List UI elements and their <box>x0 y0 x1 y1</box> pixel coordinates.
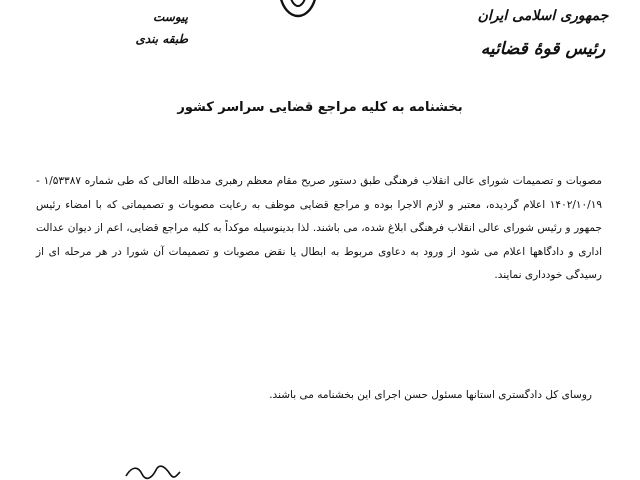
office-name: رئیس قوهٔ قضائیه <box>480 39 606 59</box>
emblem-icon <box>268 0 328 26</box>
letterhead <box>468 6 618 62</box>
letter-title: بخشنامه به کلیه مراجع قضایی سراسر کشور <box>177 100 463 115</box>
closing-paragraph: روسای کل دادگستری استانها مسئول حسن اجرای این بخشنامه می باشند. <box>269 389 592 401</box>
classification-label: طبقه بندی <box>135 32 188 46</box>
country-name: جمهوری اسلامی ایران <box>477 8 609 24</box>
signature-icon <box>122 462 182 480</box>
body-paragraph: مصوبات و تصمیمات شورای عالی انقلاب فرهنگی طبق دستور صریح مقام معظم رهبری مدظله العالی که طی شماره ۱/۵۳۳۸۷ - ۱۴۰۲/۱۰/۱۹ اعلام گردیده، معتبر و لازم الاجرا بوده و مراجع قضایی موظف به رعایت مصوبات و تصمیماتی که با امضاء رئیس جمهور و رئیس شورای عالی انقلاب فرهنگی ابلاغ شده، می باشند. لذا بدینوسیله موکداً به کلیه مراجع قضایی، اعم از دیوان عدالت اداری و دادگاهها اعلام می شود از ورود به دعاوی مربوط به ابطال یا نقض مصوبات و تصمیمات آن شورا در هر مرحله ای از رسیدگی خودداری نمایند. <box>36 175 602 281</box>
document-meta <box>118 6 188 50</box>
attachment-label: پیوست <box>153 10 188 24</box>
letter-body <box>36 170 602 288</box>
